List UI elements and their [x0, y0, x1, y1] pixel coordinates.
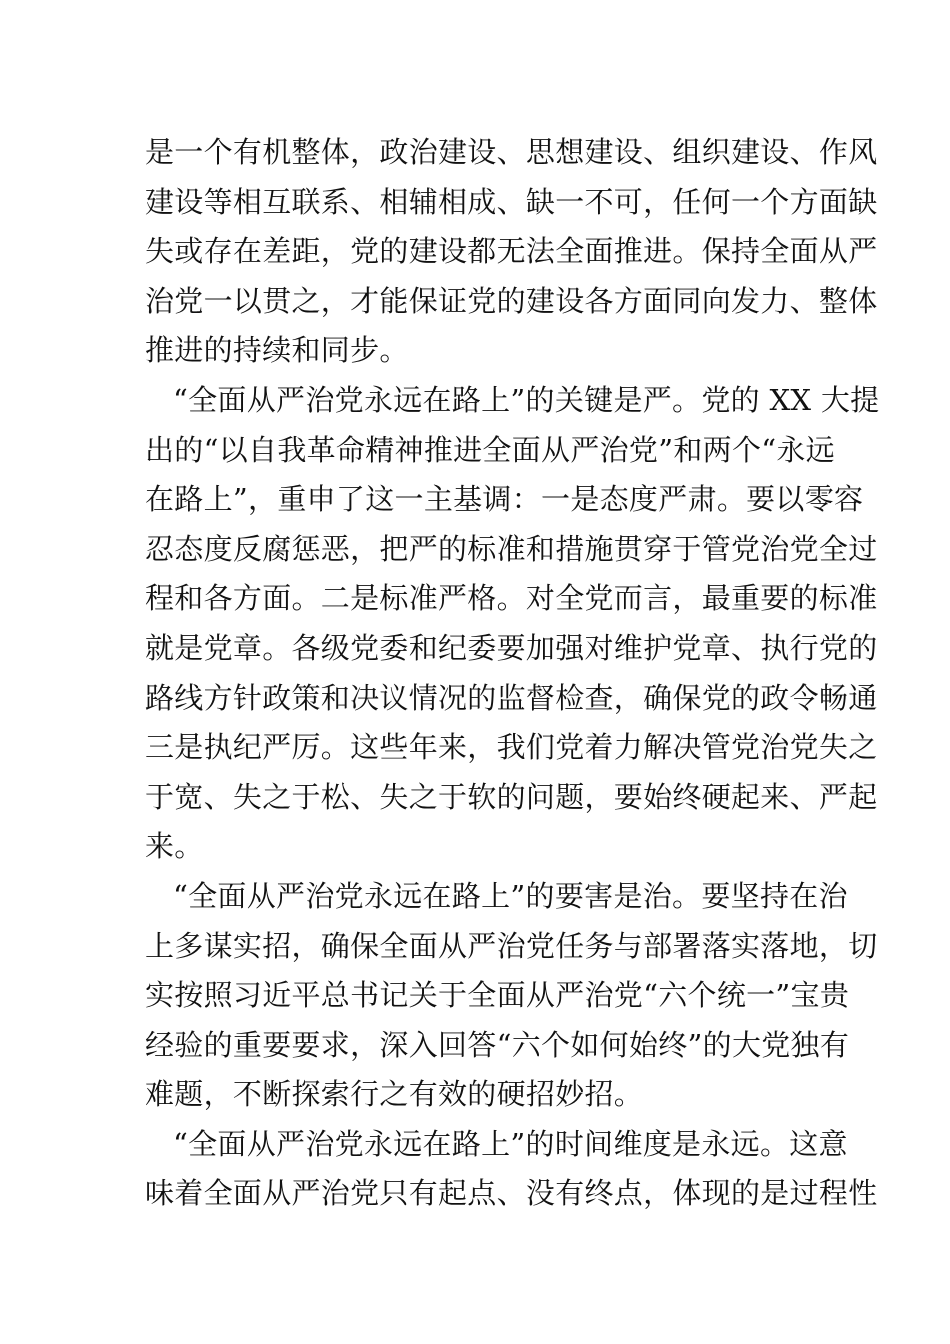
text-line: 是一个有机整体，政治建设、思想建设、组织建设、作风 — [145, 135, 878, 169]
text-line: 味着全面从严治党只有起点、没有终点，体现的是过程性 — [145, 1176, 878, 1211]
document-body — [145, 128, 880, 1219]
text-line: 建设等相互联系、相辅相成、缺一不可，任何一个方面缺 — [145, 184, 878, 219]
text-line: 在路上”，重申了这一主基调：一是态度严肃。要以零容 — [145, 482, 864, 517]
text-line: 路线方针政策和决议情况的监督检查，确保党的政令畅通 — [145, 680, 878, 715]
text-line: 就是党章。各级党委和纪委要加强对维护党章、执行党的 — [145, 630, 878, 665]
text-line: 于宽、失之于松、失之于软的问题，要始终硬起来、严起 — [145, 779, 878, 814]
text-line: 三是执纪严厉。这些年来，我们党着力解决管党治党失之 — [145, 730, 878, 765]
text-line: 难题，不断探索行之有效的硬招妙招。 — [145, 1077, 644, 1112]
text-line: 出的“以自我革命精神推进全面从严治党”和两个“永远 — [145, 432, 835, 467]
text-line: 治党一以贯之，才能保证党的建设各方面同向发力、整体 — [145, 283, 878, 318]
text-line: 失或存在差距，党的建设都无法全面推进。保持全面从严 — [145, 234, 878, 269]
text-line: 来。 — [145, 829, 204, 864]
text-line: 经验的重要要求，深入回答“六个如何始终”的大党独有 — [145, 1027, 850, 1062]
text-line: 推进的持续和同步。 — [145, 333, 409, 368]
paragraph-start-line: “全面从严治党永远在路上”的时间维度是永远。这意 — [173, 1126, 848, 1161]
text-line: 程和各方面。二是标准严格。对全党而言，最重要的标准 — [145, 581, 878, 616]
paragraph-start-line: “全面从严治党永远在路上”的要害是治。要坚持在治 — [173, 878, 848, 913]
text-line: 实按照习近平总书记关于全面从严治党“六个统一”宝贵 — [145, 978, 850, 1013]
text-line: 上多谋实招，确保全面从严治党任务与部署落实落地，切 — [145, 928, 878, 963]
paragraph-start-line: “全面从严治党永远在路上”的关键是严。党的 XX 大提 — [173, 382, 880, 417]
text-line: 忍态度反腐惩恶，把严的标准和措施贯穿于管党治党全过 — [145, 531, 878, 566]
